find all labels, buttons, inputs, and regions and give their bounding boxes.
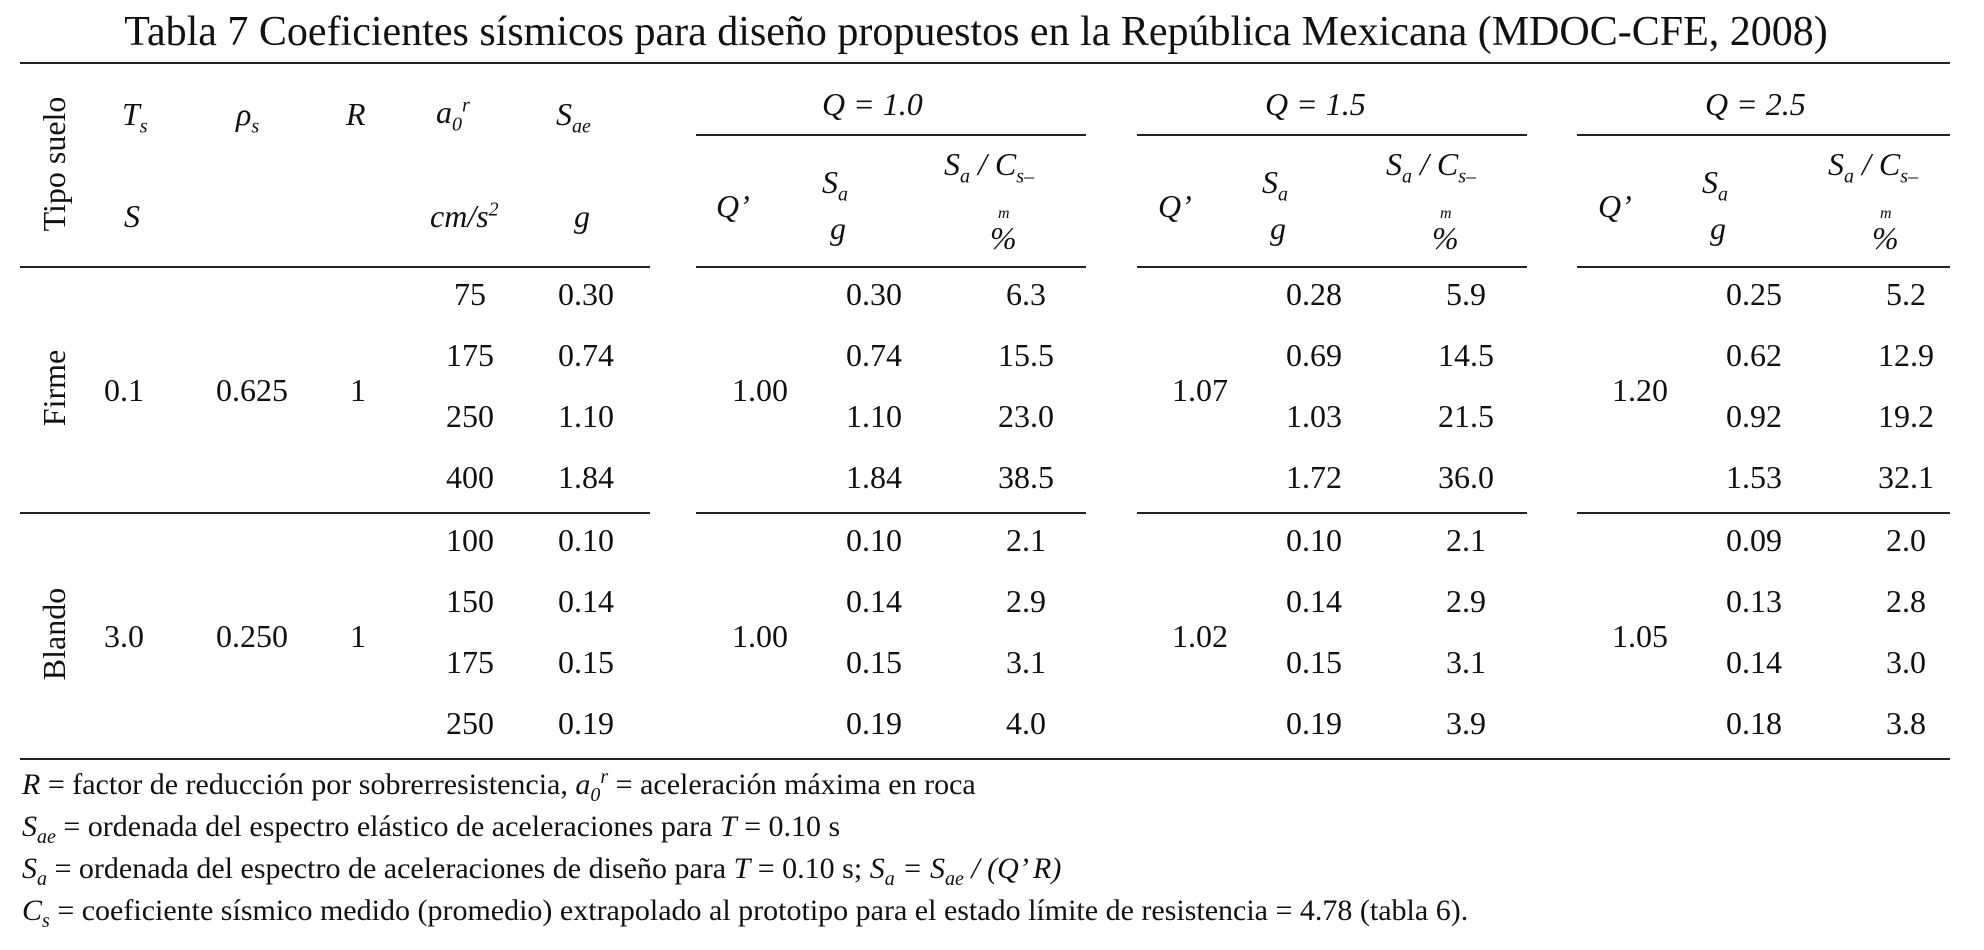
firme-q25-sacs-cell: 5.2 (1886, 276, 1926, 312)
blando-q1-qprime-cell: 1.00 (732, 617, 788, 654)
header-sa-unit-q15: g (1270, 210, 1286, 246)
header-rho: $\rho_s$ (236, 96, 260, 138)
blando-a0-cell: 175 (446, 644, 494, 680)
blando-q25-sa-cell: 0.14 (1726, 644, 1782, 680)
firme-q15-sa-cell: 1.72 (1286, 459, 1342, 495)
blando-r-cell: 1 (350, 617, 366, 654)
header-sa-q15: $S_a$ (1262, 164, 1288, 206)
firme-q1-qprime-cell: 1.00 (732, 371, 788, 408)
blando-soil-label: Blando (36, 587, 72, 680)
firme-q1-sa-cell: 0.74 (846, 337, 902, 373)
firme-q15-sacs-cell: 21.5 (1438, 398, 1494, 434)
header-sacs-q25: $S_a / C_{s-}$ (1828, 146, 1919, 188)
firme-q15-sacs-cell: 36.0 (1438, 459, 1494, 495)
firme-sae-cell: 0.30 (558, 276, 614, 312)
header-sae: $S_{ae}$ (556, 96, 591, 138)
header-sae-unit: g (574, 198, 590, 234)
blando-q1-sa-cell: 0.10 (846, 522, 902, 558)
blando-q15-sa-cell: 0.10 (1286, 522, 1342, 558)
firme-a0-cell: 75 (454, 276, 486, 312)
rule-header-q15 (1137, 266, 1527, 268)
header-sacs-q1: $S_a / C_{s-}$ (944, 146, 1035, 188)
note-cs: $C_s$ = coeficiente sísmico medido (promedio) extrapolado al prototipo para el estado límite de resistencia = 4.78 (tabla 6). (22, 894, 1469, 932)
firme-q25-sacs-cell: 32.1 (1878, 459, 1934, 495)
firme-q25-sacs-cell: 12.9 (1878, 337, 1934, 373)
firme-soil-label: Firme (36, 349, 72, 426)
note-sa: $S_a$ = ordenada del espectro de aceleraciones de diseño para T = 0.10 s; $S_a = S_{ae} / (Q$’ R) (22, 852, 1062, 890)
firme-q15-sa-cell: 0.69 (1286, 337, 1342, 373)
rule-bottom (20, 758, 1950, 760)
blando-q25-sacs-cell: 3.8 (1886, 705, 1926, 741)
blando-q15-sa-cell: 0.15 (1286, 644, 1342, 680)
rule-mid-q1 (696, 512, 1086, 514)
rule-mid-q15 (1137, 512, 1527, 514)
header-q1: Q = 1.0 (822, 86, 923, 122)
header-ts: $T_s$ (122, 96, 148, 138)
firme-q1-sa-cell: 0.30 (846, 276, 902, 312)
blando-rho-cell: 0.250 (216, 617, 288, 654)
firme-ts-cell: 0.1 (104, 371, 144, 408)
firme-q1-sa-cell: 1.10 (846, 398, 902, 434)
header-sacs-pct-q25: % (1872, 220, 1899, 256)
blando-q1-sacs-cell: 4.0 (1006, 705, 1046, 741)
blando-q25-sa-cell: 0.18 (1726, 705, 1782, 741)
firme-q25-sa-cell: 0.25 (1726, 276, 1782, 312)
header-a0: $a_0^r$ (436, 94, 470, 136)
firme-q15-sa-cell: 1.03 (1286, 398, 1342, 434)
header-sacs-pct-q15: % (1432, 220, 1459, 256)
firme-sae-cell: 1.10 (558, 398, 614, 434)
header-sa-q1: $S_a$ (822, 164, 848, 206)
rule-mid-left (20, 512, 650, 514)
firme-q1-sacs-cell: 6.3 (1006, 276, 1046, 312)
blando-q1-sa-cell: 0.19 (846, 705, 902, 741)
blando-q15-sacs-cell: 3.9 (1446, 705, 1486, 741)
blando-sae-cell: 0.19 (558, 705, 614, 741)
header-sa-q25: $S_a$ (1702, 164, 1728, 206)
header-ts-unit: S (124, 198, 140, 234)
rule-header-q1 (696, 266, 1086, 268)
firme-q25-sa-cell: 1.53 (1726, 459, 1782, 495)
blando-q25-sa-cell: 0.13 (1726, 583, 1782, 619)
firme-q1-sacs-cell: 23.0 (998, 398, 1054, 434)
firme-q25-sa-cell: 0.62 (1726, 337, 1782, 373)
rule-header-left (20, 266, 650, 268)
blando-q1-sacs-cell: 2.9 (1006, 583, 1046, 619)
firme-sae-cell: 1.84 (558, 459, 614, 495)
header-sacs-m-q25: m (1880, 205, 1892, 222)
blando-q15-qprime-cell: 1.02 (1172, 617, 1228, 654)
blando-q25-sacs-cell: 3.0 (1886, 644, 1926, 680)
firme-rho-cell: 0.625 (216, 371, 288, 408)
header-q15: Q = 1.5 (1265, 86, 1366, 122)
rule-q25-group (1577, 134, 1950, 136)
blando-sae-cell: 0.14 (558, 583, 614, 619)
blando-q1-sa-cell: 0.14 (846, 583, 902, 619)
firme-q1-sacs-cell: 15.5 (998, 337, 1054, 373)
header-sacs-q15: $S_a / C_{s-}$ (1386, 146, 1477, 188)
blando-q15-sacs-cell: 3.1 (1446, 644, 1486, 680)
blando-q1-sa-cell: 0.15 (846, 644, 902, 680)
header-qprime-q15: Q’ (1158, 188, 1192, 224)
firme-q25-qprime-cell: 1.20 (1612, 371, 1668, 408)
blando-sae-cell: 0.15 (558, 644, 614, 680)
header-sa-unit-q25: g (1710, 210, 1726, 246)
blando-q15-sacs-cell: 2.1 (1446, 522, 1486, 558)
firme-q25-sa-cell: 0.92 (1726, 398, 1782, 434)
firme-q15-sa-cell: 0.28 (1286, 276, 1342, 312)
header-a0-unit: $cm/s^2$ (430, 198, 499, 234)
blando-a0-cell: 100 (446, 522, 494, 558)
firme-r-cell: 1 (350, 371, 366, 408)
rule-header-q25 (1577, 266, 1950, 268)
blando-a0-cell: 150 (446, 583, 494, 619)
header-qprime-q1: Q’ (716, 188, 750, 224)
header-q25: Q = 2.5 (1705, 86, 1806, 122)
blando-sae-cell: 0.10 (558, 522, 614, 558)
header-sacs-m-q15: m (1440, 205, 1452, 222)
rule-q15-group (1137, 134, 1527, 136)
blando-q1-sacs-cell: 3.1 (1006, 644, 1046, 680)
firme-q25-sacs-cell: 19.2 (1878, 398, 1934, 434)
blando-q15-sa-cell: 0.19 (1286, 705, 1342, 741)
header-r: R (346, 96, 366, 132)
firme-q15-sacs-cell: 14.5 (1438, 337, 1494, 373)
rule-top (20, 62, 1950, 64)
header-sacs-pct-q1: % (990, 220, 1017, 256)
firme-a0-cell: 400 (446, 459, 494, 495)
rule-mid-q25 (1577, 512, 1950, 514)
note-sae: $S_{ae}$ = ordenada del espectro elástico de aceleraciones para T = 0.10 s (22, 810, 841, 848)
blando-a0-cell: 250 (446, 705, 494, 741)
firme-q15-sacs-cell: 5.9 (1446, 276, 1486, 312)
header-sacs-m-q1: m (998, 205, 1010, 222)
rule-q1-group (696, 134, 1086, 136)
header-tipo-suelo: Tipo suelo (36, 96, 72, 232)
firme-a0-cell: 175 (446, 337, 494, 373)
firme-q1-sa-cell: 1.84 (846, 459, 902, 495)
table-title: Tabla 7 Coeficientes sísmicos para diseño propuestos en la República Mexicana (MDOC-CFE, 2008) (124, 9, 1828, 55)
blando-q1-sacs-cell: 2.1 (1006, 522, 1046, 558)
blando-ts-cell: 3.0 (104, 617, 144, 654)
blando-q25-sacs-cell: 2.8 (1886, 583, 1926, 619)
firme-sae-cell: 0.74 (558, 337, 614, 373)
note-r: R = factor de reducción por sobrerresistencia, $a_0^r$ = aceleración máxima en roca (22, 766, 976, 806)
blando-q25-sacs-cell: 2.0 (1886, 522, 1926, 558)
header-sa-unit-q1: g (830, 210, 846, 246)
header-qprime-q25: Q’ (1598, 188, 1632, 224)
blando-q25-qprime-cell: 1.05 (1612, 617, 1668, 654)
firme-a0-cell: 250 (446, 398, 494, 434)
firme-q15-qprime-cell: 1.07 (1172, 371, 1228, 408)
blando-q25-sa-cell: 0.09 (1726, 522, 1782, 558)
blando-q15-sacs-cell: 2.9 (1446, 583, 1486, 619)
blando-q15-sa-cell: 0.14 (1286, 583, 1342, 619)
firme-q1-sacs-cell: 38.5 (998, 459, 1054, 495)
